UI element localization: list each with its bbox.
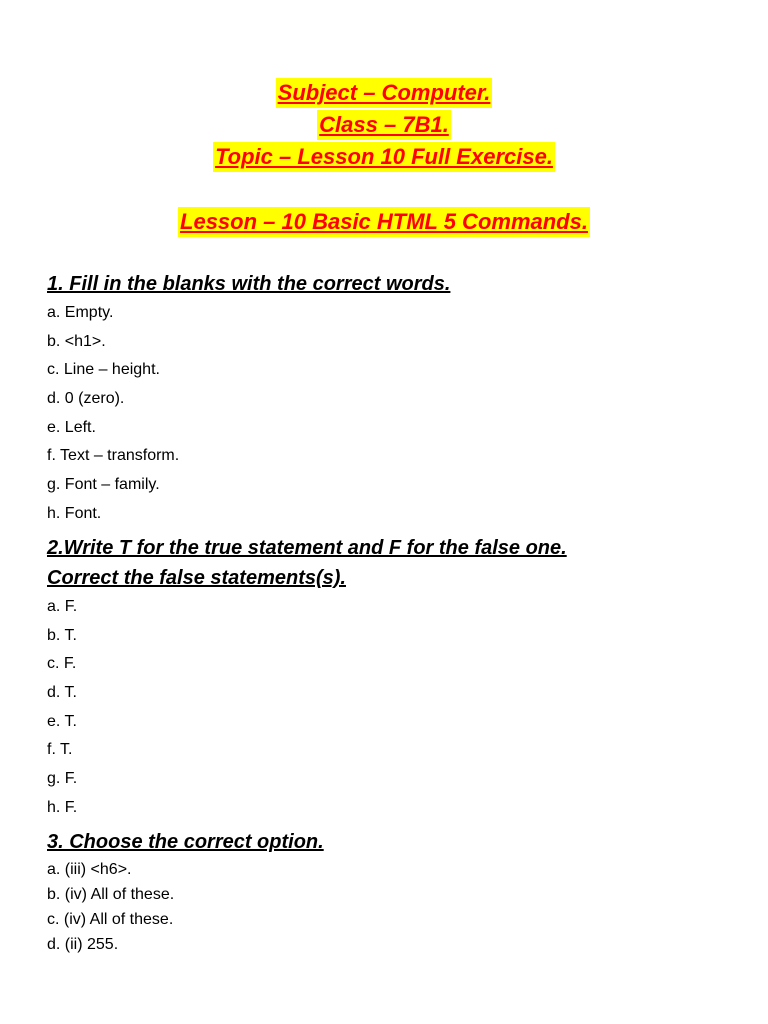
list-item: a. F. — [47, 598, 78, 615]
list-item: b. <h1>. — [47, 332, 106, 350]
section-1-heading: 1. Fill in the blanks with the correct words. — [47, 273, 451, 295]
list-item: h. F. — [47, 798, 78, 816]
list-item: c. (iv) All of these. — [47, 911, 174, 928]
list-item: f. Text – transform. — [47, 447, 180, 465]
list-item: e. Left. — [47, 418, 96, 436]
list-item: a. (iii) <h6>. — [47, 861, 132, 878]
section-3-answers — [47, 857, 747, 957]
section-fill-in-blanks — [47, 269, 747, 529]
section-3-heading: 3. Choose the correct option. — [47, 831, 324, 853]
class-line: Class – 7B1. — [317, 110, 451, 140]
lesson-line: Lesson – 10 Basic HTML 5 Commands. — [178, 207, 590, 237]
section-1-answers — [47, 299, 747, 529]
list-item: c. Line – height. — [47, 361, 160, 379]
lesson-title — [0, 207, 768, 237]
list-item: g. F. — [47, 770, 78, 788]
list-item: f. T. — [47, 741, 73, 759]
section-2-heading-line-1: 2.Write T for the true statement and F for the false one. — [47, 537, 567, 559]
list-item: a. Empty. — [47, 304, 114, 321]
section-2-heading-line-2: Correct the false statements(s). — [47, 567, 346, 589]
list-item: d. (ii) 255. — [47, 936, 119, 953]
list-item: b. (iv) All of these. — [47, 886, 175, 903]
list-item: h. Font. — [47, 504, 102, 522]
section-2-answers — [47, 593, 747, 823]
list-item: b. T. — [47, 626, 77, 644]
list-item: c. F. — [47, 655, 77, 673]
subject-line: Subject – Computer. — [276, 78, 493, 108]
list-item: d. 0 (zero). — [47, 390, 125, 408]
section-true-false — [47, 533, 747, 823]
list-item: d. T. — [47, 684, 77, 702]
topic-line: Topic – Lesson 10 Full Exercise. — [213, 142, 555, 172]
section-choose-option — [47, 827, 747, 957]
document-header — [0, 78, 768, 174]
list-item: e. T. — [47, 712, 77, 730]
list-item: g. Font – family. — [47, 476, 160, 494]
